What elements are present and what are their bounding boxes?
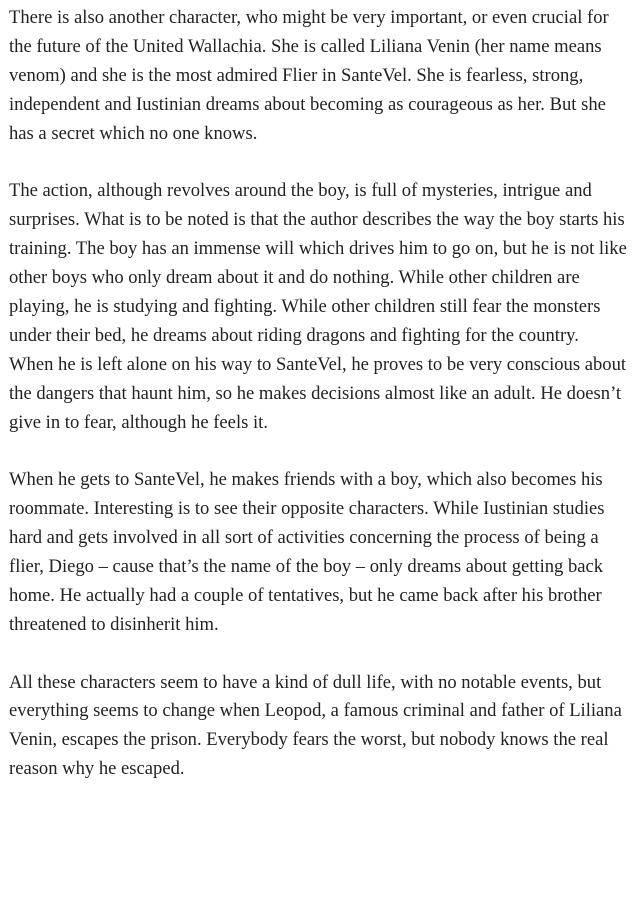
paragraph-diego: When he gets to SanteVel, he makes friends with a boy, which also becomes his roommate. Interesting is to see their opposite characters. While Iustinian studies hard and gets involved in all sort of activities concerning the process of being a flier, Diego – cause that’s the name of the boy – only dreams about getting back home. He actually had a couple of tentatives, but he came back after his brother threatened to disinherit him. [9, 469, 605, 635]
paragraph-training: The action, although revolves around the boy, is full of mysteries, intrigue and surprises. What is to be noted is that the author describes the way the boy starts his training. The boy has an immense will which drives him to go on, but he is not like other boys who only dream about it and do nothing. While other children are playing, he is studying and fighting. While other children still fear the monsters under their bed, he dreams about riding dragons and fighting for the country. When he is left alone on his way to SanteVel, he proves to be very conscious about the dangers that haunt him, so he makes decisions almost like an adult. He doesn’t give in to fear, although he feels it. [9, 180, 627, 433]
paragraph-leopod: All these characters seem to have a kind of dull life, with no notable events, but everything seems to change when Leopod, a famous criminal and father of Liliana Venin, escapes the prison. Everybody fears the worst, but nobody knows the real reason why he escaped. [9, 671, 622, 780]
paragraph-liliana: There is also another character, who might be very important, or even crucial for the future of the United Wallachia. She is called Liliana Venin (her name means venom) and she is the most admired Flier in SanteVel. She is fearless, strong, independent and Iustinian dreams about becoming as courageous as her. But she has a secret which no one knows. [9, 7, 609, 144]
article-body [9, 4, 627, 784]
